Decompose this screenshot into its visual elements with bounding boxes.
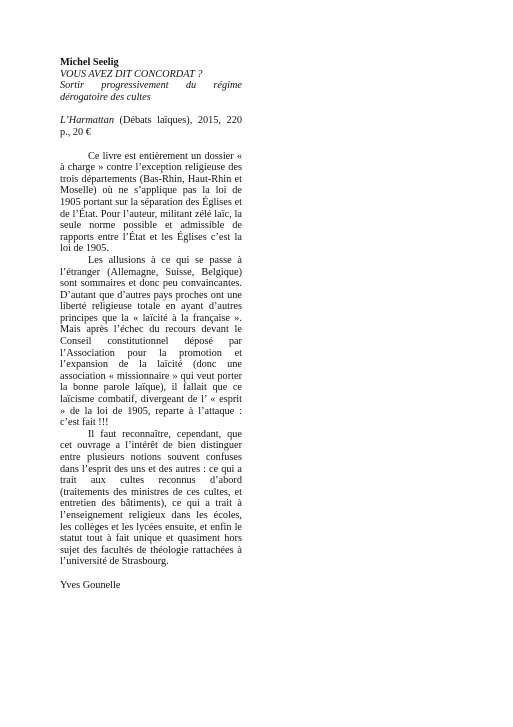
publication-info bbox=[60, 115, 242, 138]
review-paragraph: Ce livre est entièrement un dossier « à charge » contre l’exception religieuse des trois départements (Bas-Rhin, Haut-Rhin et Moselle) où ne s’applique pas la loi de 1905 portant sur la séparation des Églises et de l’État. Pour l’auteur, militant zélé laïc, la seule norme possible et admissible de rapports entre l’État et les Églises c’est la loi de 1905. bbox=[60, 150, 242, 255]
publication-details: (Débats laïques), 2015, 220 p., 20 € bbox=[60, 115, 242, 138]
review-body bbox=[60, 151, 242, 568]
reviewer-signature: Yves Gounelle bbox=[60, 579, 121, 591]
book-subtitle: Sortir progressivement du régime dérogatoire des cultes bbox=[60, 80, 242, 103]
book-author: Michel Seelig bbox=[60, 57, 119, 68]
review-paragraph: Les allusions à ce qui se passe à l’étranger (Allemagne, Suisse, Belgique) sont sommaires et donc peu convaincantes. D’autant que d’autres pays proches ont une liberté religieuse totale en ayant d’autres principes que la « laïcité à la française ». Mais après l’échec du recours devant le Conseil constitutionnel déposé par l’Association pour la promotion et l’expansion de la laïcité (donc une association « missionnaire » qui veut porter la bonne parole laïque), il fallait que ce laïcisme combatif, divergeant de l’ « esprit » de la loi de 1905, reparte à l’attaque : c’est fait !!! bbox=[60, 254, 242, 429]
review-paragraph: Il faut reconnaître, cependant, que cet ouvrage a l’intérêt de bien distinguer entre plusieurs notions souvent confuses dans l’esprit des uns et des autres : ce qui a trait aux cultes reconnus d’abord (traitements des ministres de ces cultes, et entretien des bâtiments), ce qui a trait à l’enseignement religieux dans les écoles, les collèges et les lycées ensuite, et enfin le statut tout à fait unique et quasiment hors sujet des facultés de théologie rattachées à l’université de Strasbourg. bbox=[60, 428, 242, 568]
publisher-name: L’Harmattan bbox=[60, 115, 114, 127]
book-title: VOUS AVEZ DIT CONCORDAT ? bbox=[60, 68, 203, 80]
book-review bbox=[60, 57, 242, 602]
